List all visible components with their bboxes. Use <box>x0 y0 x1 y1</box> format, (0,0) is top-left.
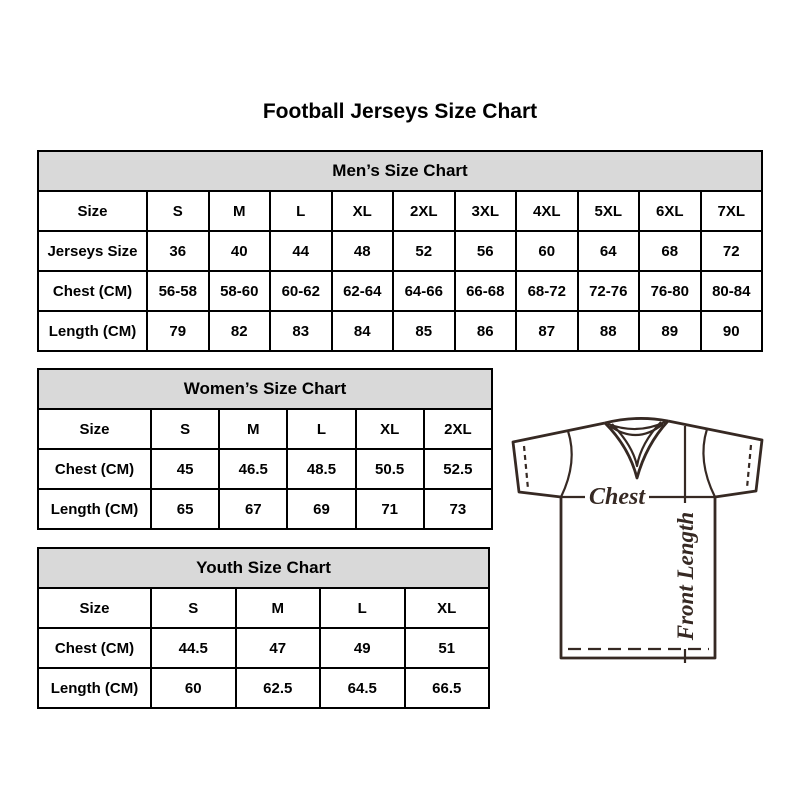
column-header: S <box>151 409 219 449</box>
cell: 80-84 <box>701 271 763 311</box>
row-label: Chest (CM) <box>38 449 151 489</box>
table-row <box>38 231 762 271</box>
column-header: 4XL <box>516 191 578 231</box>
table-row <box>38 668 489 708</box>
row-label: Length (CM) <box>38 311 147 351</box>
cell: 60 <box>151 668 236 708</box>
column-header: 5XL <box>578 191 640 231</box>
cell: 84 <box>332 311 394 351</box>
table-title: Women’s Size Chart <box>38 369 492 409</box>
cell: 36 <box>147 231 209 271</box>
row-label: Chest (CM) <box>38 628 151 668</box>
cell: 47 <box>236 628 321 668</box>
cell: 85 <box>393 311 455 351</box>
table-row <box>38 409 492 449</box>
cell: 60-62 <box>270 271 332 311</box>
youth-size-table <box>37 547 490 709</box>
cell: 58-60 <box>209 271 271 311</box>
row-label: Chest (CM) <box>38 271 147 311</box>
column-header: L <box>287 409 355 449</box>
cell: 71 <box>356 489 424 529</box>
column-header: S <box>147 191 209 231</box>
cell: 76-80 <box>639 271 701 311</box>
table-title-row <box>38 151 762 191</box>
cell: 68-72 <box>516 271 578 311</box>
table-title-row <box>38 548 489 588</box>
chest-label: Chest <box>588 484 646 510</box>
cell: 48.5 <box>287 449 355 489</box>
table-row <box>38 271 762 311</box>
cell: 88 <box>578 311 640 351</box>
cell: 72-76 <box>578 271 640 311</box>
column-header: M <box>219 409 287 449</box>
cell: 90 <box>701 311 763 351</box>
cell: 65 <box>151 489 219 529</box>
cell: 79 <box>147 311 209 351</box>
page-title: Football Jerseys Size Chart <box>262 100 538 123</box>
column-header: M <box>209 191 271 231</box>
table-row <box>38 628 489 668</box>
cell: 66.5 <box>405 668 490 708</box>
cell: 89 <box>639 311 701 351</box>
row-label: Length (CM) <box>38 668 151 708</box>
cell: 56 <box>455 231 517 271</box>
jersey-outline <box>513 421 762 658</box>
cell: 83 <box>270 311 332 351</box>
cell: 48 <box>332 231 394 271</box>
cell: 67 <box>219 489 287 529</box>
column-header: 3XL <box>455 191 517 231</box>
cell: 62-64 <box>332 271 394 311</box>
mens-size-table <box>37 150 763 352</box>
left-cuff-dashes <box>524 446 528 489</box>
table-title: Youth Size Chart <box>38 548 489 588</box>
womens-size-table <box>37 368 493 530</box>
front-length-measure-line <box>673 426 698 663</box>
column-header: L <box>270 191 332 231</box>
table-row <box>38 449 492 489</box>
column-header: 7XL <box>701 191 763 231</box>
row-label: Size <box>38 191 147 231</box>
row-label: Size <box>38 588 151 628</box>
column-header: 2XL <box>393 191 455 231</box>
cell: 56-58 <box>147 271 209 311</box>
collar <box>605 418 668 478</box>
cell: 66-68 <box>455 271 517 311</box>
cell: 52.5 <box>424 449 492 489</box>
table-row <box>38 311 762 351</box>
row-label: Length (CM) <box>38 489 151 529</box>
table-title-row <box>38 369 492 409</box>
cell: 64 <box>578 231 640 271</box>
jersey-measurement-diagram <box>500 400 772 672</box>
column-header: 6XL <box>639 191 701 231</box>
cell: 69 <box>287 489 355 529</box>
chest-measure-line <box>561 484 715 510</box>
cell: 44 <box>270 231 332 271</box>
cell: 45 <box>151 449 219 489</box>
cell: 82 <box>209 311 271 351</box>
column-header: XL <box>356 409 424 449</box>
column-header: XL <box>405 588 490 628</box>
table-row <box>38 191 762 231</box>
table-row <box>38 588 489 628</box>
column-header: L <box>320 588 405 628</box>
cell: 51 <box>405 628 490 668</box>
cell: 40 <box>209 231 271 271</box>
row-label: Size <box>38 409 151 449</box>
cell: 44.5 <box>151 628 236 668</box>
front-length-label: Front Length <box>673 511 698 641</box>
row-label: Jerseys Size <box>38 231 147 271</box>
cell: 49 <box>320 628 405 668</box>
cell: 52 <box>393 231 455 271</box>
cell: 86 <box>455 311 517 351</box>
table-row <box>38 489 492 529</box>
cell: 87 <box>516 311 578 351</box>
column-header: M <box>236 588 321 628</box>
column-header: S <box>151 588 236 628</box>
column-header: 2XL <box>424 409 492 449</box>
cell: 50.5 <box>356 449 424 489</box>
cell: 60 <box>516 231 578 271</box>
cell: 64-66 <box>393 271 455 311</box>
cell: 73 <box>424 489 492 529</box>
table-title: Men’s Size Chart <box>38 151 762 191</box>
cell: 64.5 <box>320 668 405 708</box>
cell: 68 <box>639 231 701 271</box>
right-cuff-dashes <box>747 445 751 488</box>
cell: 62.5 <box>236 668 321 708</box>
cell: 72 <box>701 231 763 271</box>
column-header: XL <box>332 191 394 231</box>
cell: 46.5 <box>219 449 287 489</box>
